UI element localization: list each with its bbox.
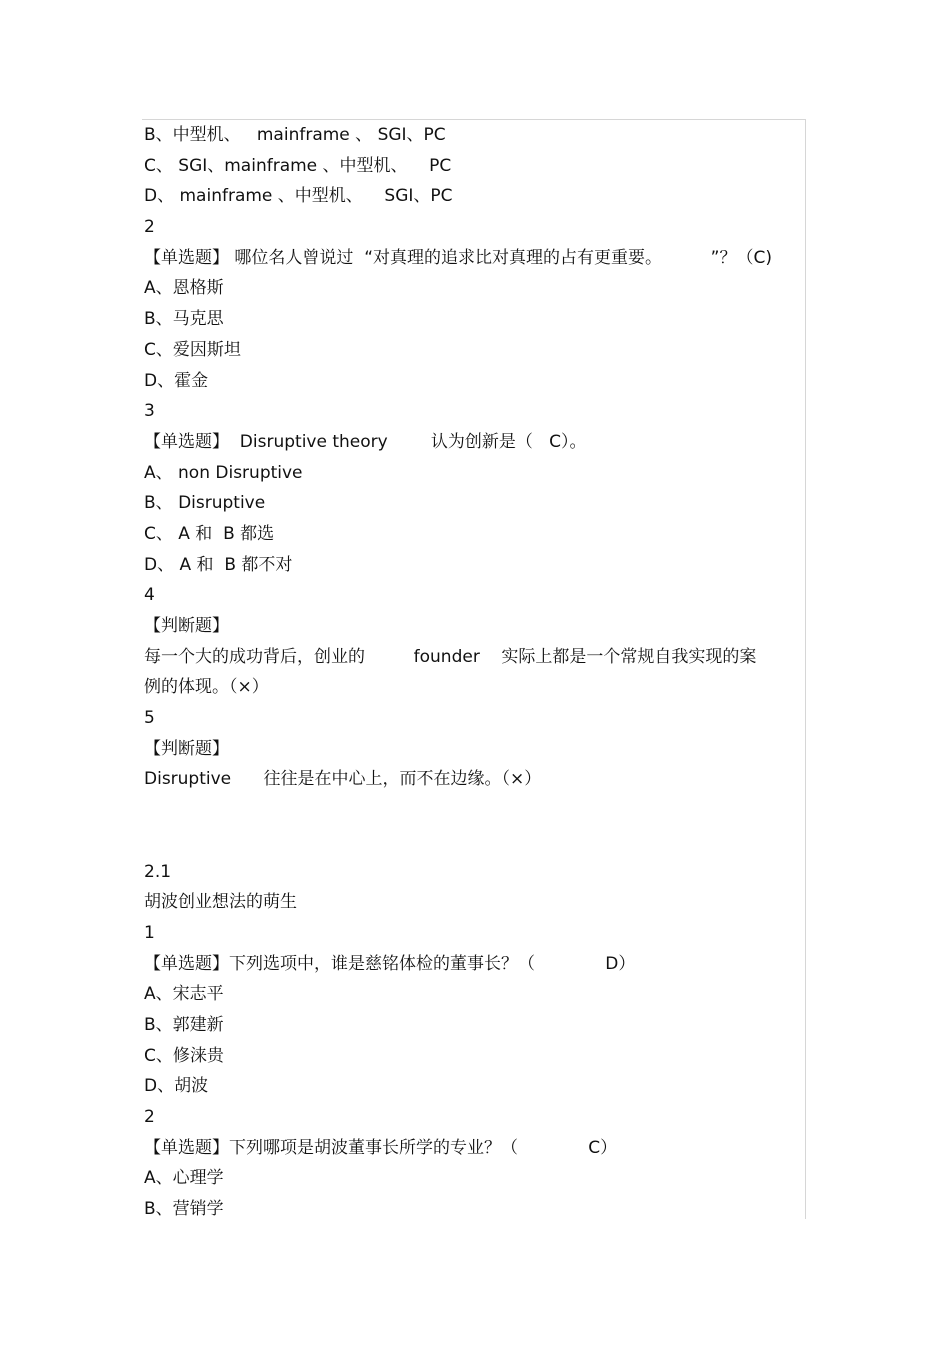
option-line: A、心理学	[144, 1168, 224, 1189]
question-type: 【判断题】	[144, 738, 229, 759]
question-number: 2	[144, 1107, 155, 1128]
section-previous-questions	[144, 120, 804, 795]
section-2-1	[144, 857, 804, 1225]
question-number: 5	[144, 708, 155, 729]
question-text: 【单选题】下列哪项是胡波董事长所学的专业？（ C）	[144, 1137, 618, 1158]
option-line: B、郭建新	[144, 1014, 224, 1035]
question-number: 2	[144, 217, 155, 238]
option-line: C、 SGI、mainframe 、中型机、 PC	[144, 155, 452, 176]
option-line: A、宋志平	[144, 984, 224, 1005]
option-line: B、 Disruptive	[144, 493, 266, 514]
document-content	[144, 120, 804, 1225]
question-type: 【判断题】	[144, 616, 229, 636]
option-line: A、 non Disruptive	[144, 462, 303, 483]
question-text: 【单选题】下列选项中，谁是慈铭体检的董事长？（ D）	[144, 953, 636, 974]
option-line: C、修涞贵	[144, 1045, 224, 1066]
question-text: Disruptive 往往是在中心上，而不在边缘。（×）	[144, 769, 542, 790]
option-line: A、恩格斯	[144, 278, 224, 299]
option-line: B、马克思	[144, 309, 224, 330]
section-number: 2.1	[144, 861, 172, 882]
question-number: 3	[144, 401, 155, 422]
option-line: D、 mainframe 、中型机、 SGI、PC	[144, 186, 453, 207]
section-gap	[144, 795, 804, 856]
option-line: D、胡波	[144, 1076, 209, 1097]
section-title: 胡波创业想法的萌生	[144, 892, 297, 913]
question-number: 1	[144, 922, 155, 943]
option-line: D、霍金	[144, 370, 209, 391]
question-text: 每一个大的成功背后，创业的 founder 实际上都是一个常规自我实现的案	[144, 646, 757, 667]
question-text: 【单选题】 Disruptive theory 认为创新是（ C）。	[144, 431, 587, 452]
option-line: C、爱因斯坦	[144, 339, 241, 360]
question-number: 4	[144, 585, 155, 606]
question-text: 例的体现。（×）	[144, 677, 269, 698]
option-line: C、 A 和 B 都选	[144, 523, 275, 544]
question-text: 【单选题】 哪位名人曾说过 “对真理的追求比对真理的占有更重要。 ”？（C)	[144, 247, 772, 268]
option-line: B、营销学	[144, 1199, 224, 1220]
option-line: B、中型机、 mainframe 、 SGI、PC	[144, 125, 446, 145]
option-line: D、 A 和 B 都不对	[144, 554, 293, 575]
